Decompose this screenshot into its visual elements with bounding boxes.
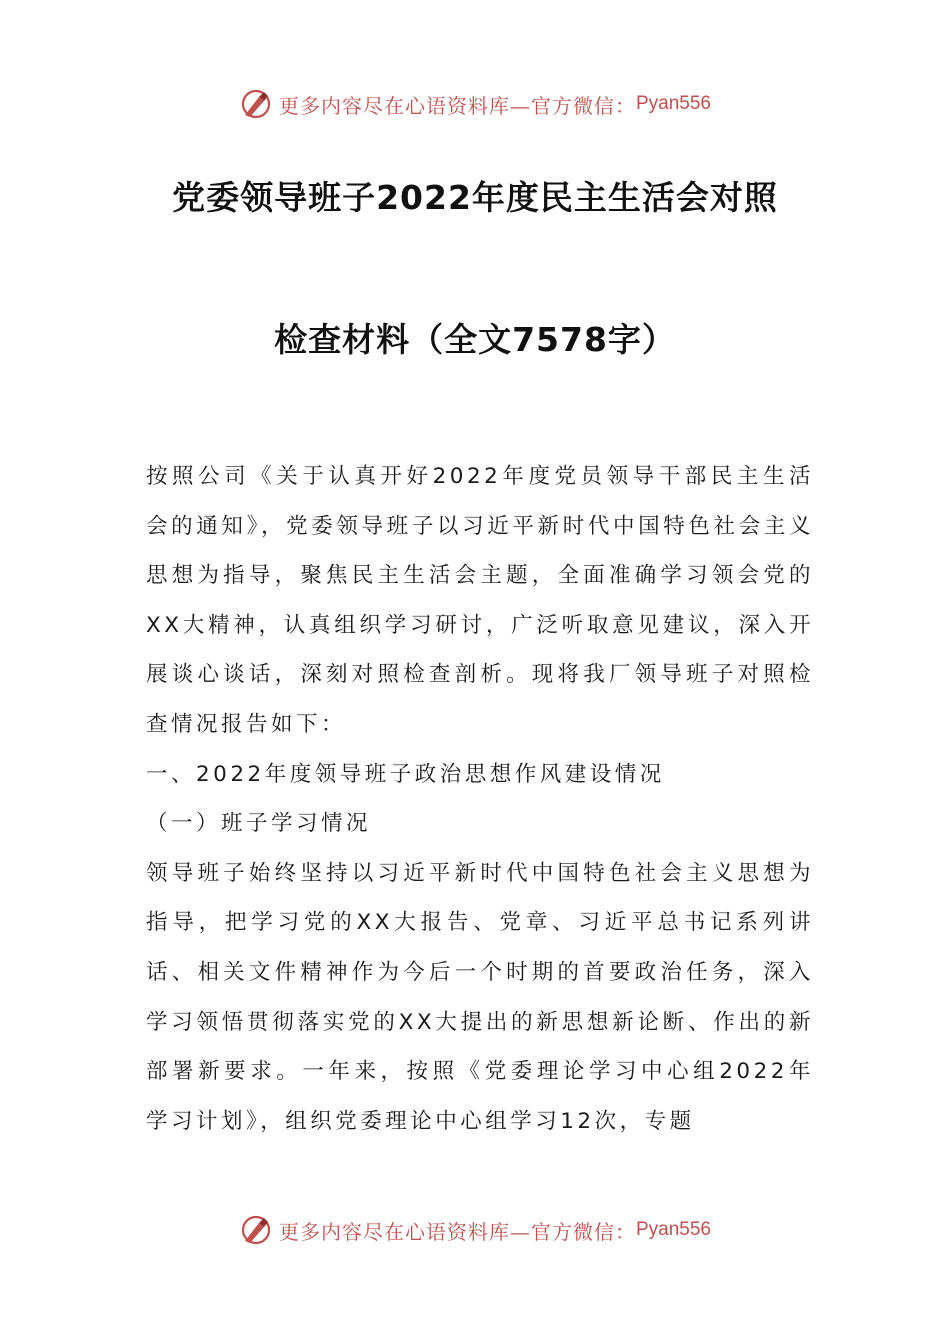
watermark-handle: Pyan556 [635,93,711,114]
watermark-text: 更多内容尽在心语资料库—官方微信： [278,93,636,118]
body-paragraph-intro: 按照公司《关于认真开好2022年度党员领导干部民主生活会的通知》，党委领导班子以习近平新时代中国特色社会主义思想为指导，聚焦民主生活会主题，全面准确学习领会党的XX大精神，认真组织学习研讨，广泛听取意见建议，深入开展谈心谈话，深刻对照检查剖析。现将我厂领导班子对照检查情况报告如下： [146,464,814,737]
pen-nib-logo-icon [239,1213,273,1247]
section-heading-1: 一、2022年度领导班子政治思想作风建设情况 [146,761,665,787]
document-title-line-2: 检查材料（全文7578字） [274,320,676,359]
watermark-handle: Pyan556 [635,1219,711,1240]
body-paragraph-study: 领导班子始终坚持以习近平新时代中国特色社会主义思想为指导，把学习党的XX大报告、党章、习近平总书记系列讲话、相关文件精神作为今后一个时期的首要政治任务，深入学习领悟贯彻落实党的XX大提出的新思想新论断、作出的新部署新要求。一年来，按照《党委理论学习中心组2022年学习计划》，组织党委理论中心组学习12次，专题 [146,860,814,1134]
pen-nib-logo-icon [239,87,273,121]
watermark-header [0,84,950,124]
watermark-footer [0,1210,950,1250]
watermark-text: 更多内容尽在心语资料库—官方微信： [278,1219,636,1244]
subsection-heading-1: （一）班子学习情况 [146,811,372,837]
document-title-line-1: 党委领导班子2022年度民主生活会对照 [172,178,778,217]
document-body [146,452,814,1146]
